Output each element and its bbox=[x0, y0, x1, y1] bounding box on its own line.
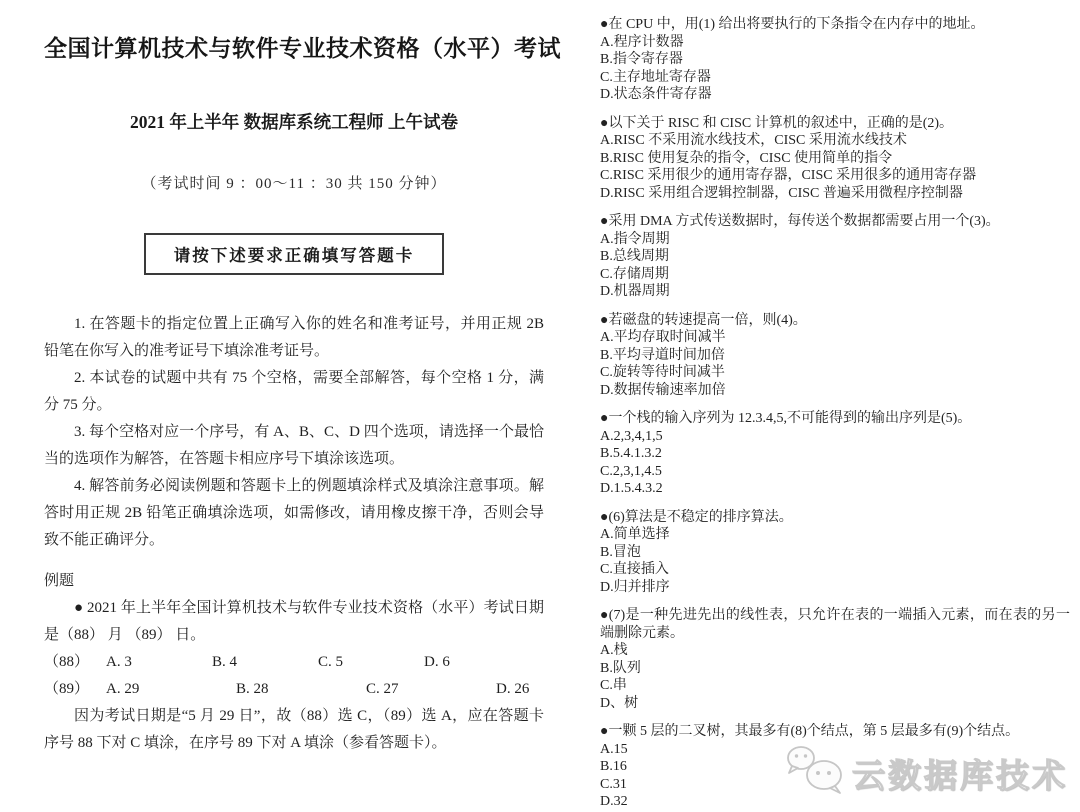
question-option: B.总线周期 bbox=[600, 249, 669, 264]
page-title: 全国计算机技术与软件专业技术资格（水平）考试 bbox=[44, 36, 561, 61]
instructions-section bbox=[44, 311, 544, 554]
question-stem: ●一个栈的输入序列为 12.3.4,5,不可能得到的输出序列是(5)。 bbox=[600, 411, 972, 426]
question-stem: ●采用 DMA 方式传送数据时，每传送个数据都需要占用一个(3)。 bbox=[600, 214, 1000, 229]
question-option: D.机器周期 bbox=[600, 284, 670, 299]
example-option: B. 4 bbox=[212, 654, 238, 670]
question-option: B.指令寄存器 bbox=[600, 52, 683, 67]
question-option: D.32 bbox=[600, 794, 628, 809]
question-option: A.15 bbox=[600, 741, 628, 757]
example-option: A. 3 bbox=[106, 654, 132, 670]
question-option: C.31 bbox=[600, 776, 627, 792]
notice-box: 请按下述要求正确填写答题卡 bbox=[144, 233, 445, 275]
example-blank-label: （89） bbox=[44, 681, 90, 697]
question-option: A.程序计数器 bbox=[600, 34, 684, 50]
question-stem: ●(7)是一种先进先出的线性表，只允许在表的一端插入元素，而在表的另一端删除元素。 bbox=[600, 608, 1070, 641]
question-option: C.存储周期 bbox=[600, 266, 669, 282]
question-option: D.1.5.4.3.2 bbox=[600, 481, 663, 496]
example-option: C. 27 bbox=[366, 681, 399, 697]
instruction-item: 4. 解答前务必阅读例题和答题卡上的例题填涂样式及填涂注意事项。解答时用正规 2B 铅笔正确填涂选项，如需修改，请用橡皮擦干净，否则会导致不能正确评分。 bbox=[44, 478, 544, 548]
question-option: A.栈 bbox=[600, 643, 628, 658]
question-option: A.简单选择 bbox=[600, 527, 670, 542]
example-option: A. 29 bbox=[106, 681, 140, 697]
example-section bbox=[44, 568, 544, 757]
question-option: D.RISC 采用组合逻辑控制器，CISC 普遍采用微程序控制器 bbox=[600, 185, 963, 201]
question-option: B.5.4.1.3.2 bbox=[600, 446, 662, 461]
question-option: A.2,3,4,1,5 bbox=[600, 428, 663, 444]
question-option: D、树 bbox=[600, 695, 639, 711]
question-option: D.归并排序 bbox=[600, 579, 670, 595]
example-heading: 例题 bbox=[44, 573, 75, 589]
question-option: C.RISC 采用很少的通用寄存器，CISC 采用很多的通用寄存器 bbox=[600, 168, 977, 183]
notice-box-wrapper bbox=[44, 233, 544, 275]
example-option: B. 28 bbox=[236, 681, 269, 697]
question-stem: ●(6)算法是不稳定的排序算法。 bbox=[600, 509, 793, 525]
example-option: D. 6 bbox=[424, 654, 450, 670]
example-explanation: 因为考试日期是“5 月 29 日”，故（88）选 C，（89）选 A，应在答题卡序号 88 下对 C 填涂，在序号 89 下对 A 填涂（参看答题卡）。 bbox=[44, 708, 544, 751]
exam-time-note: （考试时间 9 ：00～11 ：30 共 150 分钟） bbox=[141, 176, 447, 192]
question-2 bbox=[600, 115, 1070, 203]
right-column bbox=[600, 0, 1070, 812]
question-option: C.串 bbox=[600, 678, 627, 693]
question-option: A.RISC 不采用流水线技术，CISC 采用流水线技术 bbox=[600, 133, 907, 148]
question-option: C.2,3,1,4.5 bbox=[600, 463, 662, 479]
question-stem: ●一颗 5 层的二叉树，其最多有(8)个结点，第 5 层最多有(9)个结点。 bbox=[600, 724, 1020, 739]
watermark-label: 云数据库技术 bbox=[852, 757, 1068, 794]
page-subtitle: 2021 年上半年 数据库系统工程师 上午试卷 bbox=[129, 112, 459, 132]
question-option: C.直接插入 bbox=[600, 562, 669, 577]
question-option: B.平均寻道时间加倍 bbox=[600, 347, 725, 363]
question-stem: ●在 CPU 中，用(1) 给出将要执行的下条指令在内存中的地址。 bbox=[600, 17, 985, 32]
example-blank-label: （88） bbox=[44, 654, 90, 670]
example-option: D. 26 bbox=[496, 681, 530, 697]
example-options-row-88 bbox=[44, 649, 544, 676]
question-option: B.队列 bbox=[600, 660, 641, 676]
question-option: A.平均存取时间减半 bbox=[600, 330, 726, 345]
left-column bbox=[44, 0, 561, 812]
question-option: A.指令周期 bbox=[600, 231, 670, 247]
question-4 bbox=[600, 312, 1070, 400]
question-5 bbox=[600, 410, 1070, 498]
instruction-item: 2. 本试卷的试题中共有 75 个空格，需要全部解答，每个空格 1 分，满分 75 分。 bbox=[44, 370, 544, 413]
question-option: D.状态条件寄存器 bbox=[600, 87, 712, 102]
question-stem: ●若磁盘的转速提高一倍，则(4)。 bbox=[600, 312, 807, 328]
question-option: D.数据传输速率加倍 bbox=[600, 382, 726, 398]
question-option: B.16 bbox=[600, 759, 627, 774]
question-option: B.RISC 使用复杂的指令，CISC 使用简单的指令 bbox=[600, 150, 893, 166]
question-3 bbox=[600, 213, 1070, 301]
example-option: C. 5 bbox=[318, 654, 344, 670]
instruction-item: 3. 每个空格对应一个序号，有 A、B、C、D 四个选项，请选择一个最恰当的选项作为解答，在答题卡相应序号下填涂该选项。 bbox=[44, 424, 544, 467]
question-option: C.主存地址寄存器 bbox=[600, 69, 711, 85]
instruction-item: 1. 在答题卡的指定位置上正确写入你的姓名和准考证号，并用正规 2B 铅笔在你写入的准考证号下填涂准考证号。 bbox=[44, 316, 544, 359]
example-question-stem: ● 2021 年上半年全国计算机技术与软件专业技术资格（水平）考试日期是（88） 月 （89） 日。 bbox=[44, 600, 544, 643]
question-1 bbox=[600, 16, 1070, 104]
question-option: B.冒泡 bbox=[600, 544, 641, 560]
question-8 bbox=[600, 723, 1070, 811]
question-option: C.旋转等待时间减半 bbox=[600, 365, 725, 380]
question-7 bbox=[600, 607, 1070, 712]
question-6 bbox=[600, 509, 1070, 597]
example-options-row-89 bbox=[44, 676, 544, 703]
question-stem: ●以下关于 RISC 和 CISC 计算机的叙述中，正确的是(2)。 bbox=[600, 115, 954, 131]
